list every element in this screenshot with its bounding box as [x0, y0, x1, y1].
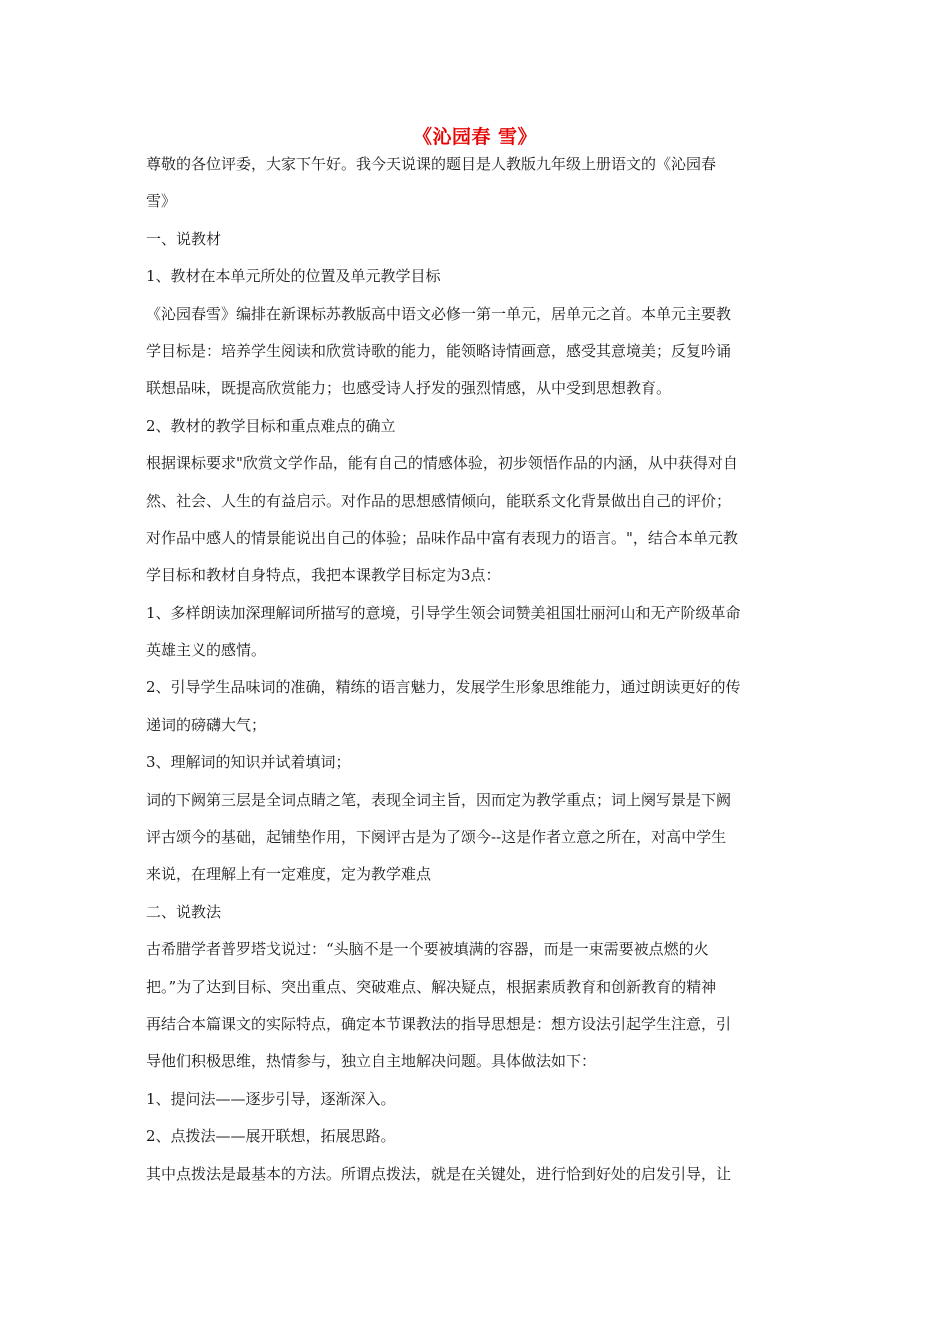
- text-line: 再结合本篇课文的实际特点，确定本节课教法的指导思想是：想方设法引起学生注意，引: [146, 1014, 732, 1033]
- text-line: 2、引导学生品味词的准确，精练的语言魅力，发展学生形象思维能力，通过朗读更好的传: [146, 678, 741, 697]
- text-line: 一、说教材: [146, 229, 222, 248]
- text-line: 根据课标要求"欣赏文学作品，能有自己的情感体验，初步领悟作品的内涵，从中获得对自: [146, 454, 738, 473]
- text-line: 英雄主义的感情。: [146, 641, 267, 660]
- text-line: 尊敬的各位评委，大家下午好。我今天说课的题目是人教版九年级上册语文的《沁园春: [146, 155, 717, 173]
- text-line: 1、多样朗读加深理解词所描写的意境，引导学生领会词赞美祖国壮丽河山和无产阶级革命: [146, 603, 741, 622]
- text-line: 二、说教法: [146, 902, 222, 921]
- text-line: 词的下阙第三层是全词点睛之笔，表现全词主旨，因而定为教学重点；词上阕写景是下阙: [146, 790, 732, 809]
- document-title: 《沁园春 雪》: [412, 126, 538, 148]
- text-line: 联想品味，既提高欣赏能力；也感受诗人抒发的强烈情感，从中受到思想教育。: [146, 379, 672, 398]
- text-line: 导他们积极思维，热情参与，独立自主地解决问题。具体做法如下：: [146, 1052, 597, 1071]
- text-line: 递词的磅礴大气；: [146, 715, 267, 734]
- text-line: 对作品中感人的情景能说出自己的体验；品味作品中富有表现力的语言。"，结合本单元教: [146, 528, 738, 547]
- text-line: 其中点拨法是最基本的方法。所谓点拨法，就是在关键处，进行恰到好处的启发引导，让: [146, 1164, 732, 1183]
- text-line: 评古颂今的基础，起铺垫作用，下阕评古是为了颂今--这是作者立意之所在，对高中学生: [146, 828, 727, 847]
- text-line: 《沁园春雪》编排在新课标苏教版高中语文必修一第一单元，居单元之首。本单元主要教: [146, 304, 732, 323]
- text-line: 雪》: [146, 192, 177, 211]
- text-line: 来说，在理解上有一定难度，定为教学难点: [146, 865, 432, 884]
- text-line: 2、点拨法——展开联想，拓展思路。: [146, 1127, 396, 1146]
- text-line: 2、教材的教学目标和重点难点的确立: [146, 416, 396, 435]
- document-body: [146, 152, 814, 1199]
- text-line: 然、社会、人生的有益启示。对作品的思想感情倾向，能联系文化背景做出自己的评价；: [146, 491, 732, 510]
- text-line: 学目标和教材自身特点，我把本课教学目标定为3点：: [146, 566, 501, 585]
- text-line: 古希腊学者普罗塔戈说过：“头脑不是一个要被填满的容器，而是一束需要被点燃的火: [146, 940, 709, 959]
- text-line: 3、理解词的知识并试着填词；: [146, 753, 351, 772]
- text-line: 1、教材在本单元所处的位置及单元教学目标: [146, 267, 441, 286]
- text-line: 1、提问法——逐步引导，逐渐深入。: [146, 1089, 396, 1108]
- text-line: 把。”为了达到目标、突出重点、突破难点、解决疑点，根据素质教育和创新教育的精神: [146, 977, 717, 996]
- text-line: 学目标是：培养学生阅读和欣赏诗歌的能力，能领略诗情画意，感受其意境美；反复吟诵: [146, 341, 732, 360]
